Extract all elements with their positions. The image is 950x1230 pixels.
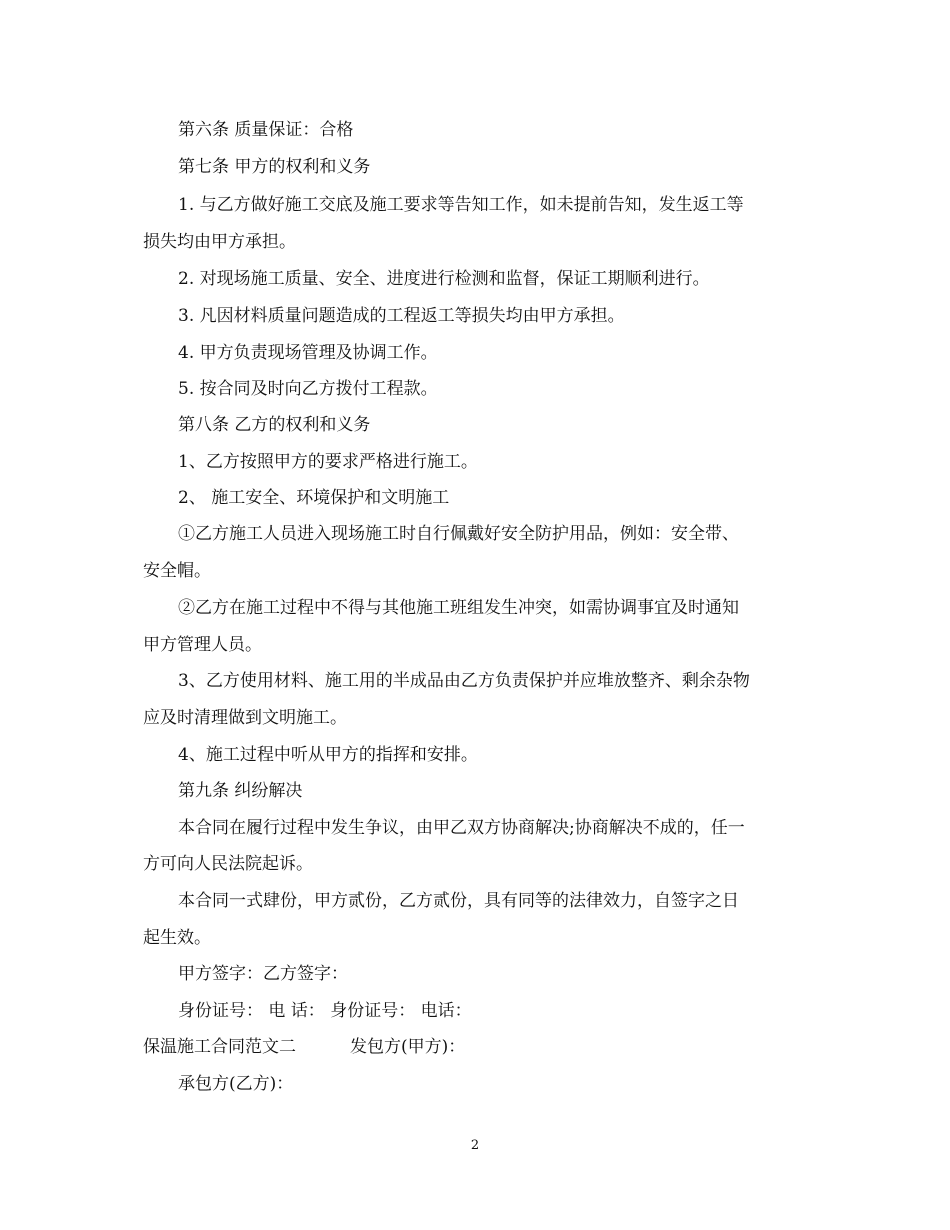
article-8-item-3-cont: 应及时清理做到文明施工。 (143, 708, 347, 728)
article-8-item-4: 4、施工过程中听从甲方的指挥和安排。 (178, 745, 478, 765)
article-9-heading: 第九条 纠纷解决 (178, 781, 303, 801)
article-7-item-1: 1. 与乙方做好施工交底及施工要求等告知工作，如未提前告知，发生返工等 (178, 195, 744, 215)
article-6-heading: 第六条 质量保证：合格 (178, 120, 354, 140)
article-9-para-1: 本合同在履行过程中发生争议，由甲乙双方协商解决;协商解决不成的，任一 (178, 818, 745, 838)
article-9-para-2-cont: 起生效。 (143, 928, 211, 948)
article-8-item-2-b-cont: 甲方管理人员。 (143, 635, 262, 655)
article-8-item-2: 2、 施工安全、环境保护和文明施工 (178, 488, 450, 508)
article-7-item-1-cont: 损失均由甲方承担。 (143, 232, 296, 252)
article-8-heading: 第八条 乙方的权利和义务 (178, 415, 371, 435)
article-7-item-3: 3. 凡因材料质量问题造成的工程返工等损失均由甲方承担。 (178, 306, 625, 326)
id-phone-line: 身份证号： 电 话： 身份证号： 电话： (178, 1001, 472, 1021)
article-9-para-2: 本合同一式肆份，甲方贰份，乙方贰份，具有同等的法律效力，自签字之日 (178, 891, 739, 911)
article-9-para-1-cont: 方可向人民法院起诉。 (143, 854, 313, 874)
second-contract-party-b: 承包方(乙方)： (178, 1074, 294, 1094)
article-8-item-2-b: ②乙方在施工过程中不得与其他施工班组发生冲突，如需协调事宜及时通知 (178, 598, 739, 618)
second-contract-party-a: 发包方(甲方)： (350, 1037, 466, 1057)
signature-line: 甲方签字：乙方签字： (178, 964, 348, 984)
article-8-item-1: 1、乙方按照甲方的要求严格进行施工。 (178, 452, 478, 472)
article-8-item-3: 3、乙方使用材料、施工用的半成品由乙方负责保护并应堆放整齐、剩余杂物 (178, 671, 750, 691)
second-contract-line (143, 1036, 465, 1058)
article-7-item-4: 4. 甲方负责现场管理及协调工作。 (178, 343, 438, 363)
article-8-item-2-a: ①乙方施工人员进入现场施工时自行佩戴好安全防护用品，例如：安全带、 (178, 524, 739, 544)
page-number: 2 (470, 1138, 480, 1153)
article-8-item-2-a-cont: 安全帽。 (143, 561, 211, 581)
article-7-item-2: 2. 对现场施工质量、安全、进度进行检测和监督，保证工期顺利进行。 (178, 269, 710, 289)
article-7-heading: 第七条 甲方的权利和义务 (178, 157, 371, 177)
article-7-item-5: 5. 按合同及时向乙方拨付工程款。 (178, 379, 438, 399)
second-contract-title: 保温施工合同范文二 (143, 1037, 296, 1057)
